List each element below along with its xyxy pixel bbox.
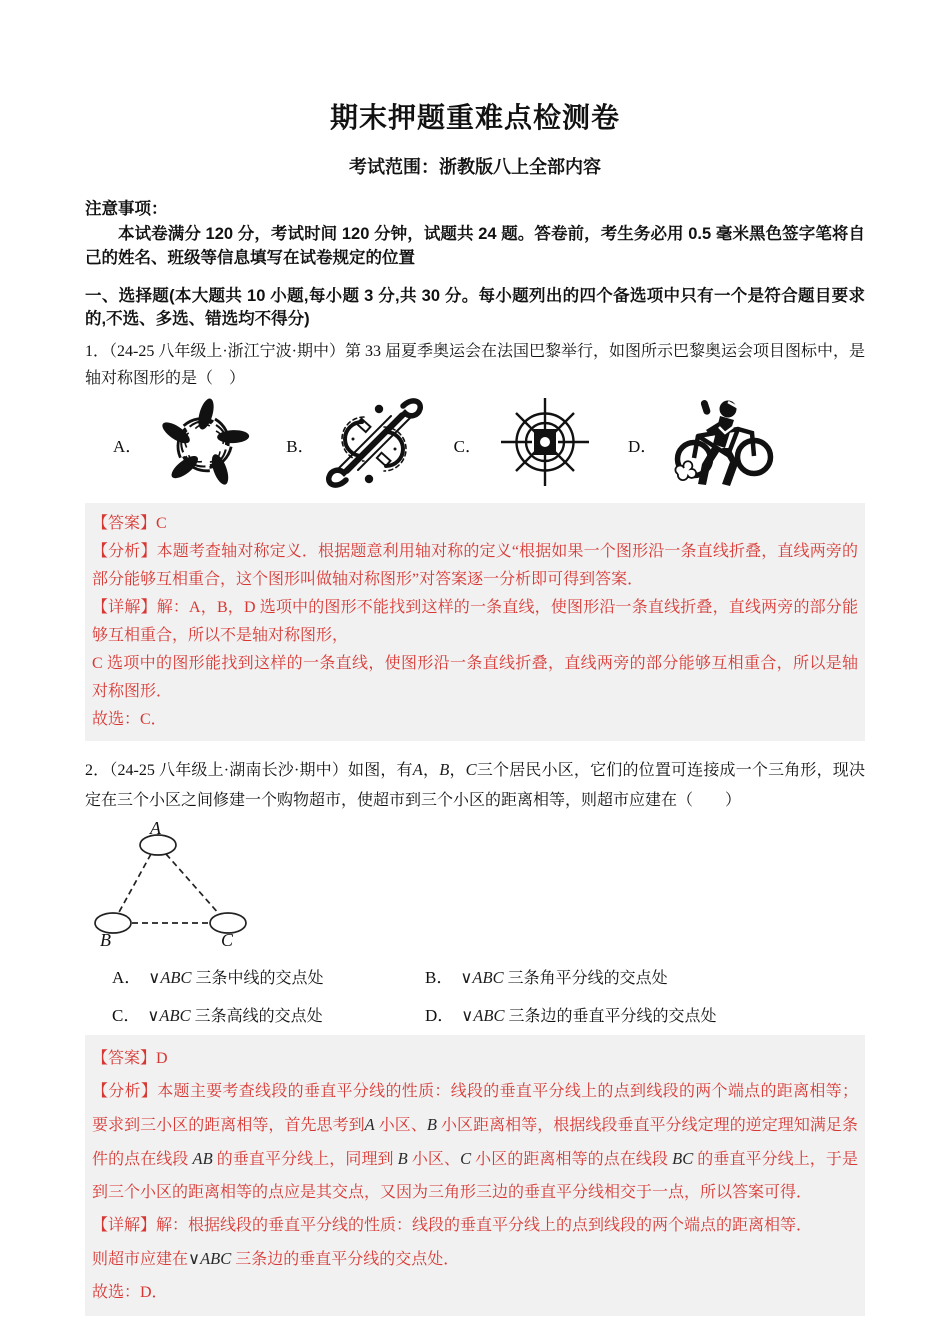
section-heading: 一、选择题(本大题共 10 小题,每小题 3 分,共 30 分。每小题列出的四个备选项中只有一个是符合题目要求的,不选、多选、错选均不得分) bbox=[85, 287, 865, 328]
q1-option-icons-row bbox=[113, 394, 865, 494]
question-1-text: 1．（24-25 八年级上·浙江宁波·期中）第 33 届夏季奥运会在法国巴黎举行，如图所示巴黎奥运会项目图标中，是轴对称图形的是（ ） bbox=[85, 343, 865, 387]
q2-detail-line-1: 【详解】解：根据线段的垂直平分线的性质：线段的垂直平分线上的点到线段的两个端点的距离相等． bbox=[92, 1217, 813, 1234]
q2-option-a bbox=[112, 963, 425, 988]
q2-option-d-text: ∨ABC 三条边的垂直平分线的交点处 bbox=[461, 1006, 717, 1025]
q1-option-b bbox=[286, 396, 426, 492]
q2-choice-line: 故选：D． bbox=[92, 1284, 168, 1301]
question-2-text: 2．（24-25 八年级上·湖南长沙·期中）如图，有A，B，C三个居民小区，它们的位置可连接成一个三角形，现决定在三个小区之间修建一个购物超市，使超市到三个小区的距离相等，则超市应建在（ ） bbox=[85, 760, 865, 809]
q2-option-b-text: ∨ABC 三条角平分线的交点处 bbox=[460, 968, 668, 987]
vertex-label-b: B bbox=[100, 930, 111, 950]
q1-option-c-label: C． bbox=[453, 436, 482, 456]
q1-answer-line: 【答案】C bbox=[92, 515, 167, 532]
q2-detail-line-2: 则超市应建在∨ABC 三条边的垂直平分线的交点处． bbox=[92, 1249, 460, 1268]
q2-option-a-text: ∨ABC 三条中线的交点处 bbox=[148, 968, 324, 987]
q1-option-a bbox=[113, 396, 259, 492]
q2-options-row-1 bbox=[112, 963, 865, 988]
cyclist-carrying-bike-icon bbox=[664, 396, 782, 492]
q1-option-d bbox=[628, 396, 782, 492]
q2-answer-line: 【答案】D bbox=[92, 1050, 168, 1067]
notice-heading: 注意事项： bbox=[85, 200, 168, 218]
q2-option-d-label: D． bbox=[425, 1006, 455, 1025]
side-ab bbox=[118, 854, 151, 914]
exam-scope-subtitle: 考试范围：浙教版八上全部内容 bbox=[349, 157, 601, 177]
q1-option-b-label: B． bbox=[286, 436, 315, 456]
page-title: 期末押题重难点检测卷 bbox=[329, 102, 620, 133]
q2-option-d bbox=[425, 1001, 717, 1026]
q1-answer-block bbox=[85, 503, 865, 741]
q1-option-d-label: D． bbox=[627, 436, 658, 456]
community-a-ellipse bbox=[140, 835, 176, 855]
q2-option-b bbox=[425, 963, 668, 988]
shooting-target-icon bbox=[489, 396, 601, 492]
q2-options bbox=[112, 963, 865, 1026]
notice-text: 本试卷满分 120 分，考试时间 120 分钟，试题共 24 题。答卷前，考生务必用 0.5 毫米黑色签字笔将自己的姓名、班级等信息填写在试卷规定的位置 bbox=[85, 225, 865, 267]
q2-option-c bbox=[112, 1001, 425, 1026]
q1-detail-line-1: 【详解】解：A，B，D 选项中的图形不能找到这样的一条直线，使图形沿一条直线折叠，直线两旁的部分能够互相重合，所以不是轴对称图形， bbox=[92, 599, 858, 644]
q2-options-row-2 bbox=[112, 1001, 865, 1026]
q1-detail-line-2: C 选项中的图形能找到这样的一条直线，使图形沿一条直线折叠，直线两旁的部分能够互相重合，所以是轴对称图形． bbox=[92, 655, 858, 700]
triangle-diagram bbox=[87, 822, 262, 950]
side-ac bbox=[166, 854, 220, 915]
pinwheel-icon bbox=[149, 396, 259, 492]
vertex-label-c: C bbox=[221, 930, 234, 950]
q2-option-c-text: ∨ABC 三条高线的交点处 bbox=[147, 1006, 323, 1025]
q1-option-a-label: A． bbox=[113, 436, 143, 456]
hockey-sticks-icon bbox=[322, 396, 427, 492]
q2-analysis-line: 【分析】本题主要考查线段的垂直平分线的性质：线段的垂直平分线上的点到线段的两个端点的距离相等；要求到三小区的距离相等，首先思考到A 小区、B 小区距离相等，根据线段垂直平分线定理的逆定理知满足条件的点在线段 AB 的垂直平分线上，同理到 B 小区、C 小区的距离相等的点在线段 BC 的垂直平分线上，于是到三个小区的距离相等的点应是其交点，又因为三角形三边的垂直平分线相交于一点，所以答案可得． bbox=[92, 1083, 858, 1201]
q1-option-c bbox=[454, 396, 601, 492]
q2-option-b-label: B． bbox=[425, 968, 454, 987]
q1-analysis-line: 【分析】本题考查轴对称定义．根据题意利用轴对称的定义“根据如果一个图形沿一条直线折叠，直线两旁的部分能够互相重合，这个图形叫做轴对称图形”对答案逐一分析即可得到答案． bbox=[92, 543, 858, 588]
q2-answer-block bbox=[85, 1035, 865, 1316]
q2-option-a-label: A． bbox=[112, 968, 142, 987]
vertex-label-a: A bbox=[150, 822, 161, 838]
q2-option-c-label: C． bbox=[112, 1006, 141, 1025]
q1-choice-line: 故选：C． bbox=[92, 711, 167, 728]
